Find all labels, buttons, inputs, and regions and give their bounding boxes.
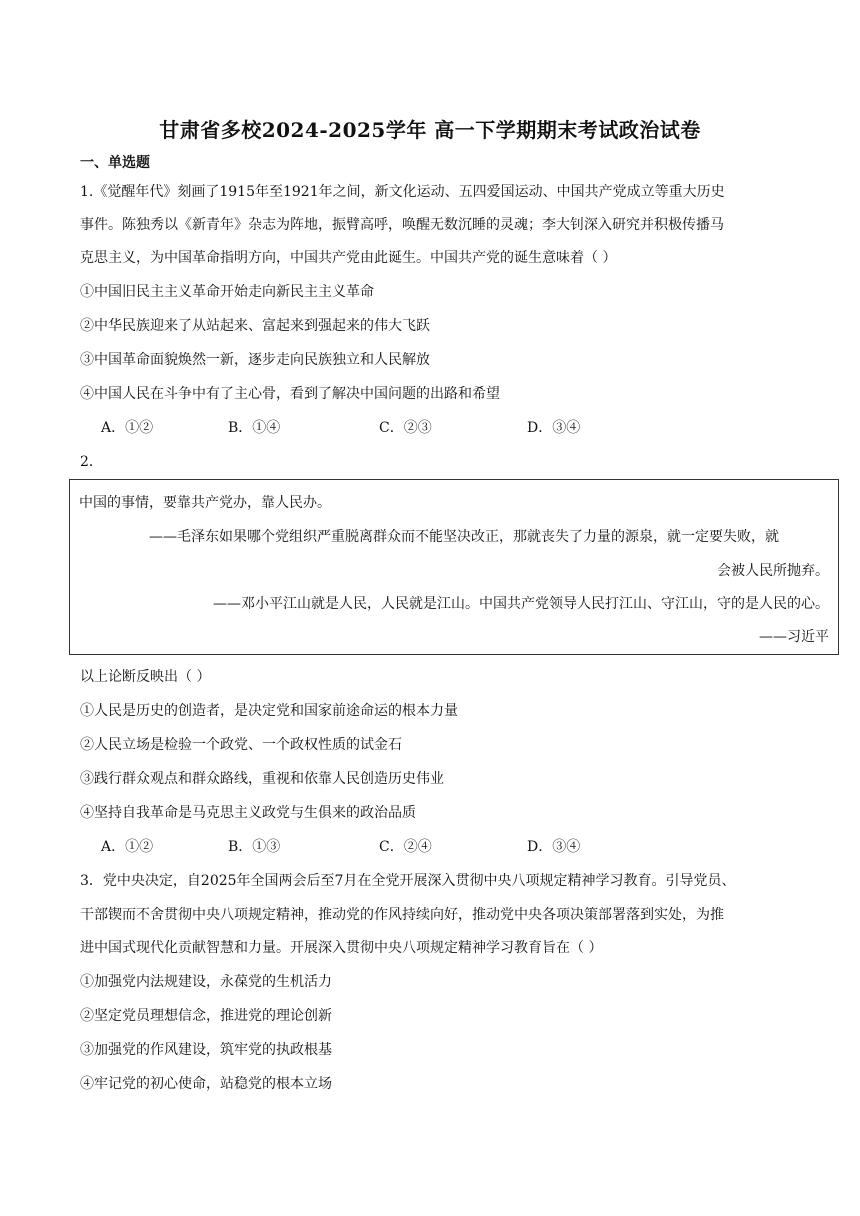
q1-item-3: ③中国革命面貌焕然一新，逐步走向民族独立和人民解放 — [80, 352, 430, 368]
q1-option-b: B．①④ — [228, 420, 281, 436]
q2-option-d: D．③④ — [527, 839, 581, 855]
q3-item-1: ①加强党内法规建设，永葆党的生机活力 — [80, 974, 332, 990]
section-heading: 一、单选题 — [80, 155, 150, 171]
q2-option-c: C．②④ — [379, 839, 432, 855]
q3-stem-line-3: 进中国式现代化贡献智慧和力量。开展深入贯彻中央八项规定精神学习教育旨在（ ） — [80, 940, 603, 956]
q3-stem-line-1: 3．党中央决定，自2025年全国两会后至7月在全党开展深入贯彻中央八项规定精神学习教育。引导党员、 — [80, 873, 736, 889]
quote-deng-line-2: 会被人民所抛弃。 — [717, 563, 829, 579]
q1-option-d: D．③④ — [527, 420, 581, 436]
q2-item-4: ④坚持自我革命是马克思主义政党与生俱来的政治品质 — [80, 805, 416, 821]
q1-stem-line-1: 1.《觉醒年代》刻画了1915年至1921年之间，新文化运动、五四爱国运动、中国共产党成立等重大历史 — [80, 184, 725, 200]
q1-item-4: ④中国人民在斗争中有了主心骨，看到了解决中国问题的出路和希望 — [80, 386, 500, 402]
quote-deng-line-1: ——毛泽东如果哪个党组织严重脱离群众而不能坚决改正，那就丧失了力量的源泉，就一定要失败，就 — [149, 529, 779, 545]
q2-stem: 以上论断反映出（ ） — [80, 669, 211, 685]
quote-xi: ——邓小平江山就是人民，人民就是江山。中国共产党领导人民打江山、守江山，守的是人民的心。 — [213, 596, 829, 612]
q2-option-a: A．①② — [101, 839, 154, 855]
q2-item-2: ②人民立场是检验一个政党、一个政权性质的试金石 — [80, 737, 402, 753]
q2-item-3: ③践行群众观点和群众路线，重视和依靠人民创造历史伟业 — [80, 771, 444, 787]
quote-box — [69, 479, 839, 655]
q1-item-1: ①中国旧民主主义革命开始走向新民主主义革命 — [80, 284, 374, 300]
q2-number: 2． — [80, 454, 103, 470]
q2-option-b: B．①③ — [228, 839, 281, 855]
page-title: 甘肃省多校2024-2025学年 高一下学期期末考试政治试卷 — [159, 118, 701, 142]
q1-option-c: C．②③ — [379, 420, 432, 436]
quote-mao: 中国的事情，要靠共产党办，靠人民办。 — [79, 495, 331, 511]
q1-stem-line-2: 事件。陈独秀以《新青年》杂志为阵地，振臂高呼，唤醒无数沉睡的灵魂；李大钊深入研究并积极传播马 — [80, 217, 724, 233]
q2-item-1: ①人民是历史的创造者，是决定党和国家前途命运的根本力量 — [80, 703, 458, 719]
q3-stem-line-2: 干部锲而不舍贯彻中央八项规定精神，推动党的作风持续向好，推动党中央各项决策部署落到实处，为推 — [80, 907, 724, 923]
q1-option-a: A．①② — [101, 420, 154, 436]
q1-stem-line-3: 克思主义，为中国革命指明方向，中国共产党由此诞生。中国共产党的诞生意味着（ ） — [80, 250, 617, 266]
quote-xi-attribution: ——习近平 — [759, 629, 829, 645]
q3-item-4: ④牢记党的初心使命，站稳党的根本立场 — [80, 1076, 332, 1092]
q1-item-2: ②中华民族迎来了从站起来、富起来到强起来的伟大飞跃 — [80, 318, 430, 334]
q3-item-3: ③加强党的作风建设，筑牢党的执政根基 — [80, 1042, 332, 1058]
q3-item-2: ②坚定党员理想信念，推进党的理论创新 — [80, 1008, 332, 1024]
